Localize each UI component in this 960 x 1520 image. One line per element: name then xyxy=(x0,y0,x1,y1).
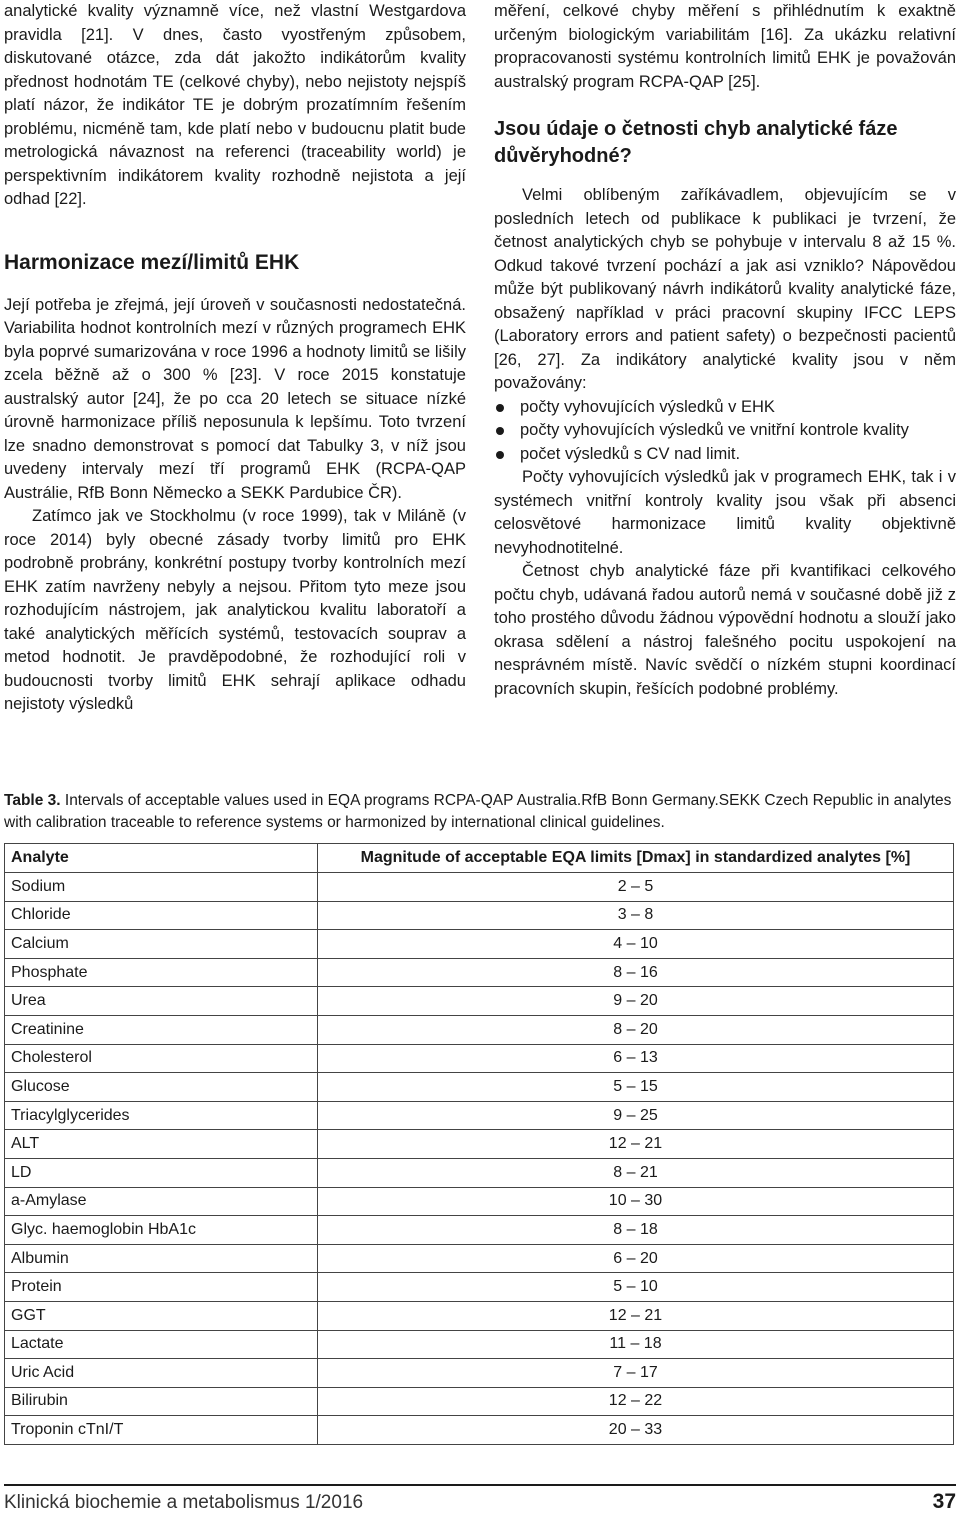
left-column xyxy=(4,0,466,717)
table-row xyxy=(5,1130,954,1159)
table-row xyxy=(5,1273,954,1302)
analyte-cell: ALT xyxy=(5,1130,318,1159)
table-row xyxy=(5,873,954,902)
table-row xyxy=(5,1301,954,1330)
limit-cell: 8 – 21 xyxy=(318,1158,954,1187)
limit-cell: 8 – 20 xyxy=(318,1015,954,1044)
table-row xyxy=(5,1044,954,1073)
table-caption-label: Table 3. xyxy=(4,792,61,809)
limit-cell: 6 – 20 xyxy=(318,1244,954,1273)
section-heading-harmonization: Harmonizace mezí/limitů EHK xyxy=(4,250,300,274)
analyte-cell: Urea xyxy=(5,987,318,1016)
table-caption-text: Intervals of acceptable values used in EQA programs RCPA-QAP Australia.RfB Bonn Germany.SEKK Czech Republic in analytes with calibration traceable to reference systems or harmonized by international clinical guidelines. xyxy=(4,792,952,831)
limit-cell: 12 – 22 xyxy=(318,1387,954,1416)
section-heading-error-frequency: Jsou údaje o četnosti chyb analytické fáze důvěryhodné? xyxy=(494,118,898,167)
analyte-cell: Glucose xyxy=(5,1073,318,1102)
bullet-icon xyxy=(496,451,504,459)
analyte-cell: Phosphate xyxy=(5,958,318,987)
table-row xyxy=(5,1216,954,1245)
analyte-cell: Albumin xyxy=(5,1244,318,1273)
column-header-magnitude: Magnitude of acceptable EQA limits [Dmax] in standardized analytes [%] xyxy=(318,844,954,873)
analyte-cell: Troponin cTnI/T xyxy=(5,1416,318,1445)
table-caption xyxy=(4,790,956,834)
limit-cell: 20 – 33 xyxy=(318,1416,954,1445)
limit-cell: 9 – 25 xyxy=(318,1101,954,1130)
table-body xyxy=(5,873,954,1445)
analyte-cell: Sodium xyxy=(5,873,318,902)
analyte-cell: Calcium xyxy=(5,930,318,959)
limit-cell: 2 – 5 xyxy=(318,873,954,902)
bullet-icon xyxy=(496,404,504,412)
analyte-cell: GGT xyxy=(5,1301,318,1330)
analyte-cell: Uric Acid xyxy=(5,1359,318,1388)
table-row xyxy=(5,1101,954,1130)
limit-cell: 7 – 17 xyxy=(318,1359,954,1388)
analyte-cell: Protein xyxy=(5,1273,318,1302)
list-item-text: počty vyhovujících výsledků v EHK xyxy=(520,397,775,416)
page-number: 37 xyxy=(932,1490,956,1513)
table-row xyxy=(5,1330,954,1359)
analyte-cell: Bilirubin xyxy=(5,1387,318,1416)
limit-cell: 5 – 15 xyxy=(318,1073,954,1102)
table-row xyxy=(5,930,954,959)
limit-cell: 3 – 8 xyxy=(318,901,954,930)
limit-cell: 4 – 10 xyxy=(318,930,954,959)
table-row xyxy=(5,1387,954,1416)
right-paragraph-4: Četnost chyb analytické fáze při kvantifikaci celkového počtu chyb, udávaná řadou autorů nemá v současné době již z toho prostého důvodu žádnou výpovědní hodnotu a slouží jako okrasa sdělení a nástroj falešného pocitu uspokojení na nesprávném místě. Navíc svědčí o nízkém stupni koordinací pracovních skupin, řešících podobné problémy. xyxy=(494,562,956,698)
left-paragraph-2: Její potřeba je zřejmá, její úroveň v současnosti nedostatečná. Variabilita hodnot kontrolních mezí v různých programech EHK byla poprvé sumarizována v roce 1996 a hodnoty limitů se lišily zcela běžně až o 300 % [23]. V roce 2015 konstatuje australský autor [24], že po cca 20 letech se situace nízké úrovně harmonizace příliš neposunula k lepšímu. Toto tvrzení lze snadno demonstrovat s pomocí dat Tabulky 3, v níž jsou uvedeny intervaly mezí tří programů EHK (RCPA-QAP Austrálie, RfB Bonn Německo a SEKK Pardubice ČR). xyxy=(4,295,466,502)
analyte-cell: Glyc. haemoglobin HbA1c xyxy=(5,1216,318,1245)
list-item-text: počty vyhovujících výsledků ve vnitřní kontrole kvality xyxy=(520,421,909,439)
list-item xyxy=(494,419,956,443)
table-row xyxy=(5,1015,954,1044)
analyte-cell: Chloride xyxy=(5,901,318,930)
right-paragraph-1: měření, celkové chyby měření s přihlédnutím k exaktně určeným biologickým variabilitám [16]. Za ukázku relativní propracovanosti systému kontrolních limitů EHK je považován australský program RCPA-QAP [25]. xyxy=(494,2,956,91)
limit-cell: 6 – 13 xyxy=(318,1044,954,1073)
table-row xyxy=(5,987,954,1016)
list-item-text: počet výsledků s CV nad limit. xyxy=(520,444,741,463)
limit-cell: 5 – 10 xyxy=(318,1273,954,1302)
left-paragraph-1: analytické kvality významně více, než vlastní Westgardova pravidla [21]. V dnes, často vyostřeným způsobem, diskutované otázce, zda dát jakožto indikátorům kvality přednost hodnotám TE (celkové chyby), nebo nejistoty nejspíš platí názor, že indikátor TE je dobrým prozatímním řešením problému, nicméně tam, kde platí nebo v budoucnu platit bude metrologická návaznost na referenci (traceability world) je perspektivním indikátorem kvality rozhodně nejistota a její odhad [22]. xyxy=(4,2,466,208)
limit-cell: 10 – 30 xyxy=(318,1187,954,1216)
limit-cell: 11 – 18 xyxy=(318,1330,954,1359)
analyte-cell: Lactate xyxy=(5,1330,318,1359)
right-column xyxy=(494,0,956,701)
journal-name: Klinická biochemie a metabolismus 1/2016 xyxy=(4,1492,364,1513)
list-item xyxy=(494,396,956,420)
analyte-cell: LD xyxy=(5,1158,318,1187)
limit-cell: 12 – 21 xyxy=(318,1301,954,1330)
table-row xyxy=(5,1158,954,1187)
table-row xyxy=(5,1073,954,1102)
table-row xyxy=(5,1187,954,1216)
limit-cell: 8 – 16 xyxy=(318,958,954,987)
limit-cell: 8 – 18 xyxy=(318,1216,954,1245)
table-header-row xyxy=(5,844,954,873)
right-paragraph-3: Počty vyhovujících výsledků jak v programech EHK, tak i v systémech vnitřní kontroly kvality jsou však při absenci celosvětové harmonizace limitů kvality objektivně nevyhodnotitelné. xyxy=(494,468,956,557)
indicator-list xyxy=(494,396,956,467)
table-row xyxy=(5,958,954,987)
bullet-icon xyxy=(496,427,504,435)
list-item xyxy=(494,443,956,467)
table-row xyxy=(5,1416,954,1445)
analyte-cell: Cholesterol xyxy=(5,1044,318,1073)
eqa-limits-table xyxy=(4,843,954,1445)
page-footer xyxy=(4,1484,956,1520)
limit-cell: 9 – 20 xyxy=(318,987,954,1016)
analyte-cell: Creatinine xyxy=(5,1015,318,1044)
right-paragraph-2: Velmi oblíbeným zaříkávadlem, objevujícím se v posledních letech od publikace k publikaci je tvrzení, že četnost analytických chyb se pohybuje v intervalu 8 až 15 %. Odkud takové tvrzení pochází a jak asi vzniklo? Nápovědou může být publikovaný návrh indikátorů kvality analytické fáze, obsažený například v práci pracovní skupiny IFCC LEPS (Laboratory errors and patient safety) o bezpečnosti pacientů [26, 27]. Za indikátory analytické kvality jsou v něm považovány: xyxy=(494,186,956,392)
table-row xyxy=(5,901,954,930)
limit-cell: 12 – 21 xyxy=(318,1130,954,1159)
table-row xyxy=(5,1244,954,1273)
table-row xyxy=(5,1359,954,1388)
analyte-cell: a-Amylase xyxy=(5,1187,318,1216)
analyte-cell: Triacylglycerides xyxy=(5,1101,318,1130)
left-paragraph-3: Zatímco jak ve Stockholmu (v roce 1999), tak v Miláně (v roce 2014) byly obecné zásady tvorby limitů pro EHK podrobně probrány, konkrétní postupy tvorby kontrolních mezí EHK zatím navrženy nebyly a nejsou. Přitom tyto meze jsou rozhodujícím nástrojem, jak analytickou kvalitu laboratoří a také analytických měřících systémů, testovacích souprav a metod hodnotit. Je pravděpodobné, že rozhodující roli v budoucnosti tvorby limitů EHK sehrají aplikace odhadu nejistoty výsledků xyxy=(4,507,466,713)
column-header-analyte: Analyte xyxy=(5,844,318,873)
